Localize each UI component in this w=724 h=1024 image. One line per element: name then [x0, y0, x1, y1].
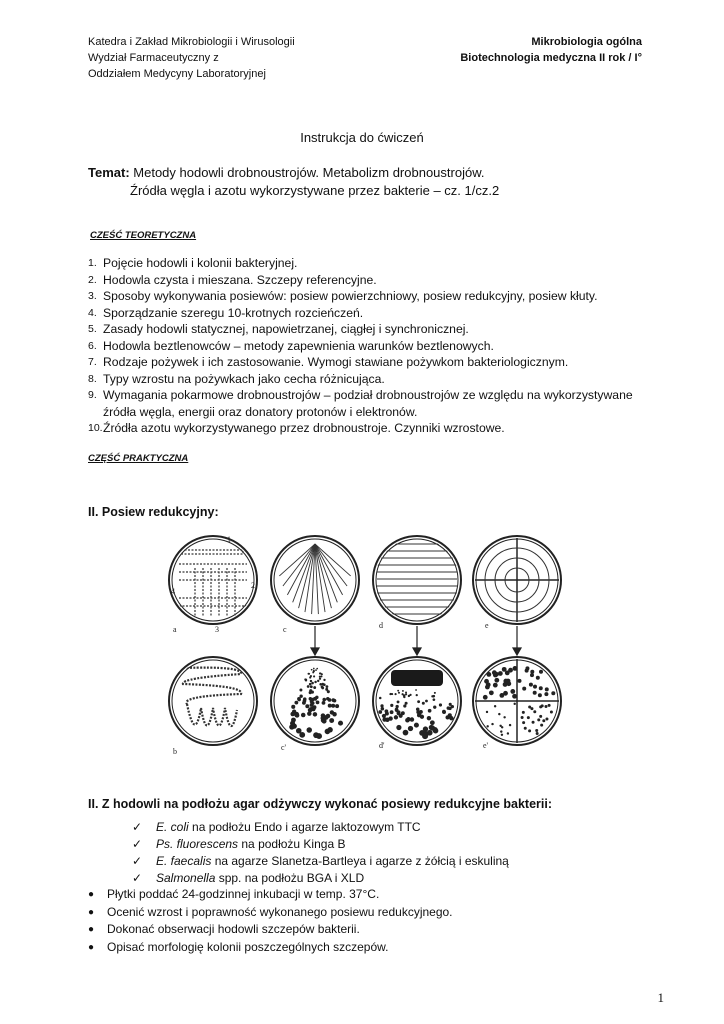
medium-text: na podłożu Kinga B — [238, 837, 346, 851]
topic — [88, 164, 484, 181]
check-item — [132, 836, 509, 853]
instruction-item — [88, 886, 453, 904]
label-a: a — [173, 625, 177, 634]
header-institution — [88, 34, 295, 82]
label-d: d — [379, 621, 383, 630]
bullet-icon: ● — [88, 924, 95, 935]
topic-line-1: Metody hodowli drobnoustrojów. Metabolizm drobnoustrojów. — [133, 165, 485, 180]
theory-item — [88, 288, 658, 305]
instructions-list — [88, 886, 453, 956]
organism-name: Ps. fluorescens — [156, 837, 239, 851]
theory-item-text: Źródła azotu wykorzystywanego przez drobnoustroje. Czynniki wzrostowe. — [103, 421, 505, 435]
topic-line-2: Źródła węgla i azotu wykorzystywane przez bakterie – cz. 1/cz.2 — [130, 183, 500, 198]
instruction-item — [88, 921, 453, 939]
header-line-3: Oddziałem Medycyny Laboratoryjnej — [88, 68, 266, 80]
checkmark-icon: ✓ — [132, 837, 143, 851]
course-program: Biotechnologia medyczna II rok / I° — [460, 52, 642, 64]
dish-e-prime — [473, 657, 561, 750]
theory-item-text: Typy wzrostu na pożywkach jako cecha różnicująca. — [103, 371, 385, 386]
theory-item — [88, 338, 658, 355]
label-d-prime: d' — [379, 741, 385, 750]
dish-e — [473, 536, 561, 630]
theory-item-text: Pojęcie hodowli i kolonii bakteryjnej. — [103, 256, 298, 270]
dish-c — [271, 536, 359, 634]
instruction-item — [88, 904, 453, 922]
checklist — [132, 819, 509, 887]
instruction-text: Opisać morfologię kolonii poszczególnych szczepów. — [107, 939, 389, 954]
header-line-1: Katedra i Zakład Mikrobiologii i Wirusologii — [88, 36, 295, 48]
theory-item-number: 9. — [88, 389, 97, 401]
header-line-2: Wydział Farmaceutyczny z — [88, 52, 219, 64]
check-item — [132, 870, 509, 887]
dish-a — [169, 535, 257, 634]
num-3: 3 — [215, 625, 219, 634]
arrows — [311, 626, 521, 655]
theory-item — [88, 272, 658, 289]
theory-item — [88, 321, 658, 338]
instruction-item — [88, 939, 453, 957]
dish-b — [169, 657, 257, 756]
theory-item-number: 6. — [88, 339, 97, 352]
label-b: b — [173, 747, 177, 756]
medium-text: spp. na podłożu BGA i XLD — [215, 871, 365, 885]
num-4: 4 — [171, 587, 175, 596]
dish-d-prime — [373, 657, 461, 750]
theory-item-text: Hodowla beztlenowców – metody zapewnienia warunków beztlenowych. — [103, 338, 494, 353]
bullet-icon: ● — [88, 941, 95, 953]
theory-item-number: 5. — [88, 323, 97, 335]
section-posiew-title: II. Posiew redukcyjny: — [88, 505, 219, 519]
practical-heading: CZĘŚĆ PRAKTYCZNA — [88, 453, 189, 464]
course-name: Mikrobiologia ogólna — [531, 36, 642, 48]
theory-item-text: Hodowla czysta i mieszana. Szczepy referencyjne. — [103, 272, 377, 287]
theory-item-number: 7. — [88, 356, 97, 368]
organism-name: E. coli — [156, 820, 189, 834]
theory-item — [88, 387, 658, 420]
topic-label: Temat: — [88, 165, 130, 180]
checkmark-icon: ✓ — [132, 854, 143, 868]
page-title: Instrukcja do ćwiczeń — [300, 130, 424, 145]
theory-item-number: 8. — [88, 372, 97, 385]
dish-c-prime — [271, 657, 359, 752]
medium-text: na agarze Slanetza-Bartleya i agarze z żółcią i eskuliną — [211, 854, 509, 868]
bullet-icon: ● — [88, 906, 95, 918]
theory-item — [88, 354, 658, 371]
label-e: e — [485, 621, 489, 630]
theory-item-text: Zasady hodowli statycznej, napowietrzanej, ciągłej i synchronicznej. — [103, 322, 469, 336]
page-number: 1 — [657, 990, 664, 1005]
bullet-icon: ● — [88, 889, 95, 900]
header-course — [460, 34, 642, 66]
instruction-text: Ocenić wzrost i poprawność wykonanego posiewu redukcyjnego. — [107, 904, 453, 919]
theory-item-number: 4. — [88, 306, 97, 319]
theory-item-text: Rodzaje pożywek i ich zastosowanie. Wymogi stawiane pożywkom bakteriologicznym. — [103, 355, 569, 369]
streak-plate-figure — [165, 528, 565, 760]
checkmark-icon: ✓ — [132, 871, 143, 885]
theory-item-number: 1. — [88, 257, 97, 269]
theory-list — [88, 255, 658, 437]
check-item — [132, 853, 509, 870]
label-c-prime: c' — [281, 743, 286, 752]
theory-item — [88, 305, 658, 322]
organism-name: E. faecalis — [156, 854, 212, 868]
theory-heading: CZEŚĆ TEORETYCZNA — [90, 230, 197, 241]
theory-item-text: Sposoby wykonywania posiewów: posiew powierzchniowy, posiew redukcyjny, posiew kłuty. — [103, 289, 598, 303]
theory-item-text: Sporządzanie szeregu 10-krotnych rozcieńczeń. — [103, 305, 364, 320]
num-2: 2 — [251, 581, 255, 590]
instruction-text: Płytki poddać 24-godzinnej inkubacji w temp. 37°C. — [107, 887, 380, 901]
checkmark-icon: ✓ — [132, 820, 143, 834]
theory-item — [88, 255, 658, 272]
theory-item-text: Wymagania pokarmowe drobnoustrojów – podział drobnoustrojów ze względu na wykorzystywane źródła węgla, energii oraz donatory protonów i elektronów. — [103, 388, 633, 419]
theory-item-number: 3. — [88, 290, 97, 302]
theory-item — [88, 420, 658, 437]
theory-item — [88, 371, 658, 388]
label-e-prime: e' — [483, 741, 488, 750]
num-1: 1 — [227, 535, 231, 544]
theory-item-number: 10. — [88, 422, 103, 434]
organism-name: Salmonella — [156, 871, 216, 885]
medium-text: na podłożu Endo i agarze laktozowym TTC — [188, 820, 421, 834]
label-c: c — [283, 625, 287, 634]
check-item — [132, 819, 509, 836]
theory-item-number: 2. — [88, 273, 97, 286]
dish-d — [373, 536, 461, 630]
instruction-text: Dokonać obserwacji hodowli szczepów bakterii. — [107, 922, 360, 936]
section-z-title: II. Z hodowli na podłożu agar odżywczy wykonać posiewy redukcyjne bakterii: — [88, 797, 552, 811]
